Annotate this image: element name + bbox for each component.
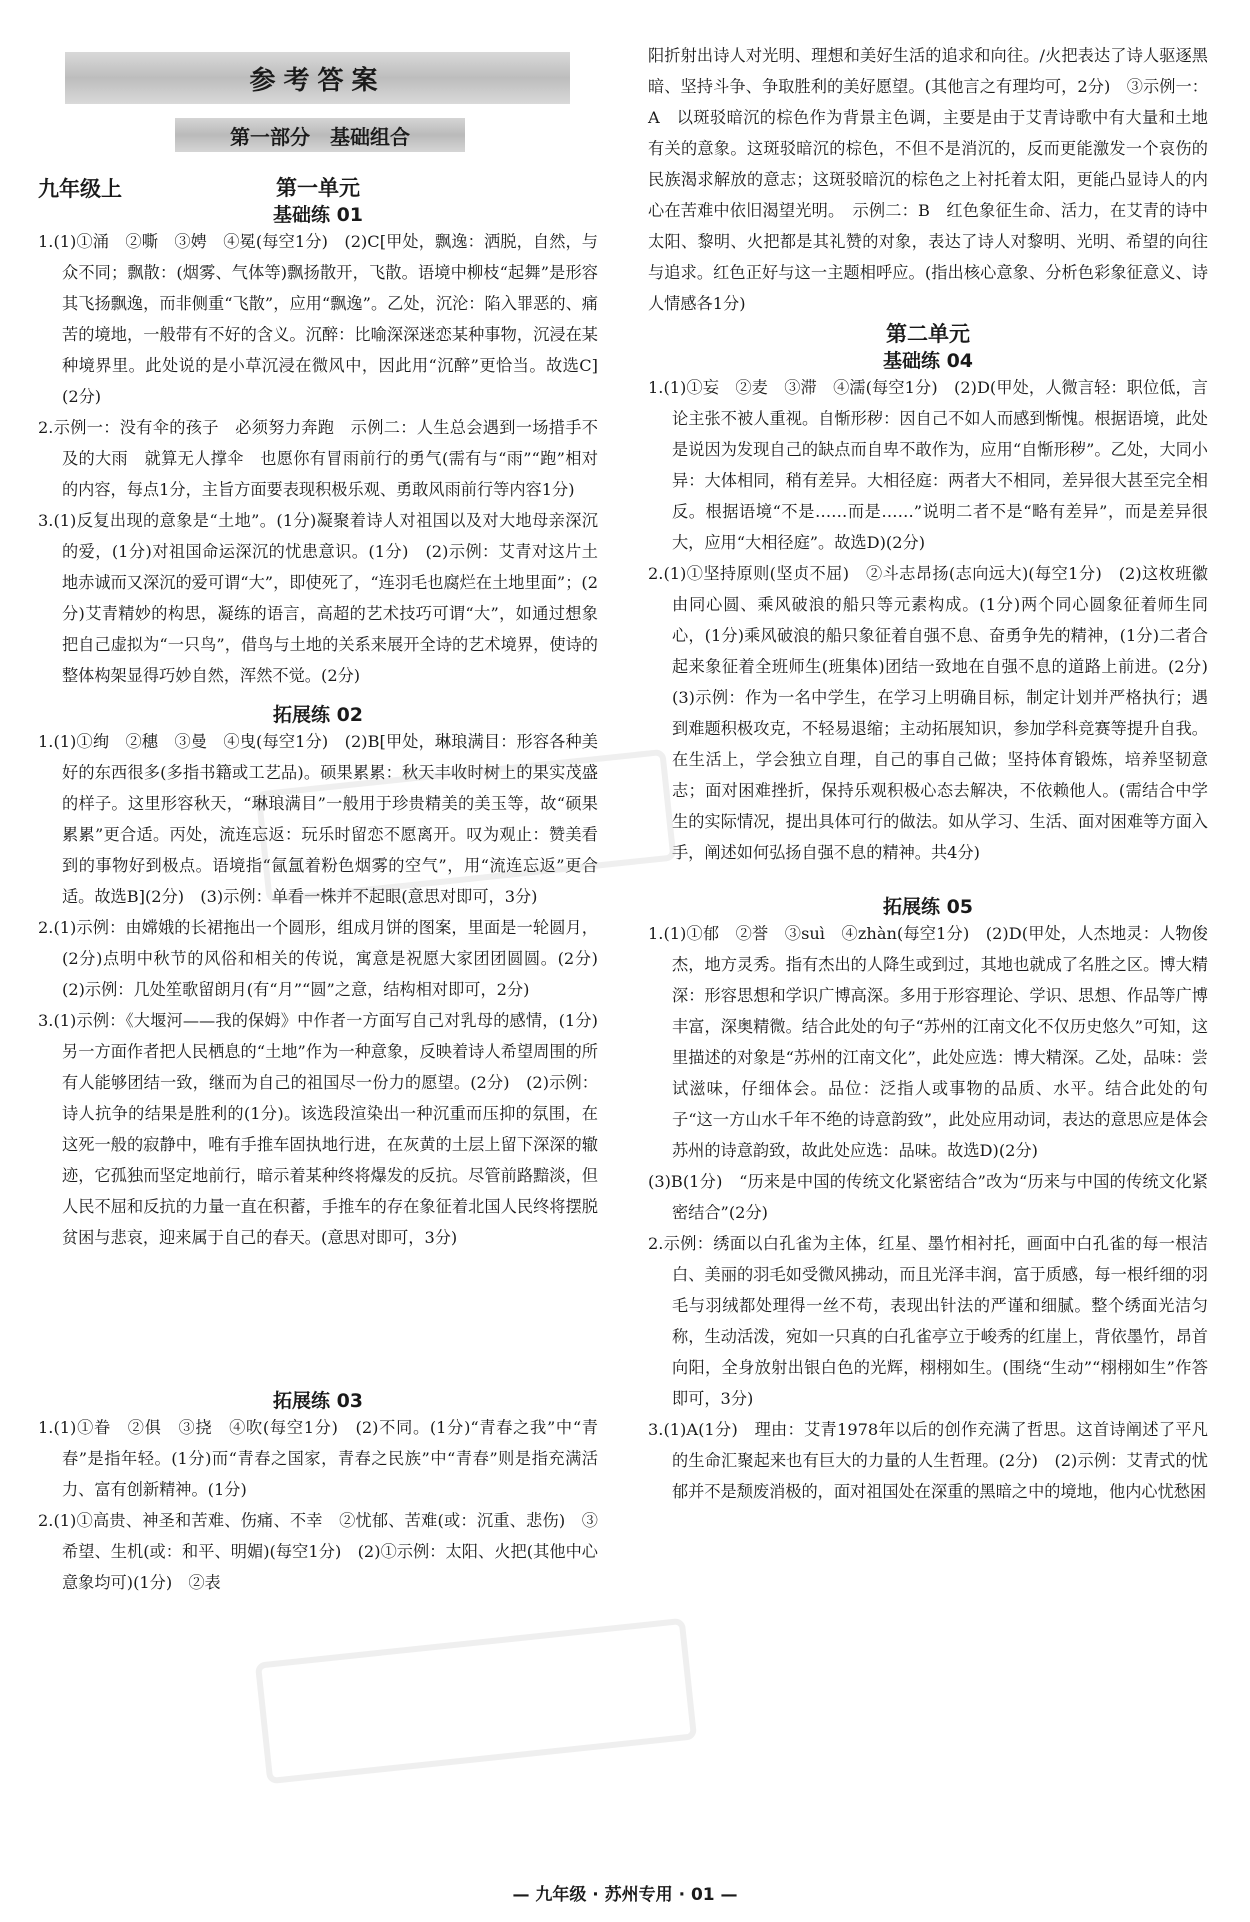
answer-item: 1.(1)①眷 ②俱 ③挠 ④吹(每空1分) (2)不同。(1分)“青春之我”中“青春”是指年轻。(1分)而“青春之国家，青春之民族”中“青春”则是指充满活力、富有创新精神。(1分) (38, 1418, 598, 1499)
continued-answer (648, 40, 1208, 320)
section-basic-01-body (38, 226, 598, 692)
answer-item: 2.(1)①高贵、神圣和苦难、伤痛、不幸 ②忧郁、苦难(或：沉重、悲伤) ③希望、生机(或：和平、明媚)(每空1分) (2)①示例：太阳、火把(其他中心意象均可)(1分) ②表 (38, 1511, 598, 1592)
answer-item: 阳折射出诗人对光明、理想和美好生活的追求和向往。/火把表达了诗人驱逐黑暗、坚持斗争、争取胜利的美好愿望。(其他言之有理均可，2分) ③示例一：A 以斑驳暗沉的棕色作为背景主色调，主要是由于艾青诗歌中有大量和土地有关的意象。这斑驳暗沉的棕色，不但不是消沉的，反而更能激发一个哀伤的民族渴求解放的意志；这斑驳暗沉的棕色之上衬托着太阳，更能凸显诗人的内心在苦难中依旧渴望光明。 示例二：B 红色象征生命、活力，在艾青的诗中太阳、黎明、火把都是其礼赞的对象，表达了诗人对黎明、光明、希望的向往与追求。红色正好与这一主题相呼应。(指出核心意象、分析色彩象征意义、诗人情感各1分) (648, 46, 1208, 313)
page-footer: — 九年级 · 苏州专用 · 01 — (512, 1885, 738, 1905)
section-basic-01: 基础练 01 (272, 204, 364, 226)
section-extend-02: 拓展练 02 (272, 704, 364, 726)
grade-heading: 九年级上 (38, 177, 122, 201)
answer-item: 3.(1)反复出现的意象是“土地”。(1分)凝聚着诗人对祖国以及对大地母亲深沉的爱，(1分)对祖国命运深沉的忧患意识。(1分) (2)示例：艾青对这片土地赤诚而又深沉的爱可谓“大”，即使死了，“连羽毛也腐烂在土地里面”；(2分)艾青精妙的构思，凝练的语言，高超的艺术技巧可谓“大”，如通过想象把自己虚拟为“一只鸟”，借鸟与土地的关系来展开全诗的艺术境界，使诗的整体构架显得巧妙自然，浑然不觉。(2分) (38, 511, 598, 685)
answer-item: 3.(1)A(1分) 理由：艾青1978年以后的创作充满了哲思。这首诗阐述了平凡的生命汇聚起来也有巨大的力量的人生哲理。(2分) (2)示例：艾青式的忧郁并不是颓废消极的，面对祖国处在深重的黑暗之中的境地，他内心忧愁困 (648, 1420, 1208, 1501)
section-basic-04: 基础练 04 (882, 350, 974, 372)
section-extend-05: 拓展练 05 (882, 896, 974, 918)
section-extend-03: 拓展练 03 (272, 1390, 364, 1412)
answer-item: 1.(1)①郁 ②誉 ③suì ④zhàn(每空1分) (2)D(甲处，人杰地灵：人物俊杰，地方灵秀。指有杰出的人降生或到过，其地也就成了名胜之区。博大精深：形容思想和学识广博高深。多用于形容理论、学识、思想、作品等广博丰富，深奥精微。结合此处的句子“苏州的江南文化不仅历史悠久”可知，这里描述的对象是“苏州的江南文化”，此处应选：博大精深。乙处，品味：尝试滋味，仔细体会。品位：泛指人或事物的品质、水平。结合此处的句子“这一方山水千年不绝的诗意韵致”，此处应用动词，表达的意思应是体会苏州的诗意韵致，故此处应选：品味。故选D)(2分) (648, 924, 1208, 1160)
section-extend-05-body (648, 918, 1208, 1880)
answer-item: 1.(1)①妄 ②麦 ③滞 ④濡(每空1分) (2)D(甲处，人微言轻：职位低，言论主张不被人重视。自惭形秽：因自己不如人而感到惭愧。根据语境，此处是说因为发现自己的缺点而自卑不敢作为，应用“自惭形秽”。乙处，大同小异：大体相同，稍有差异。大相径庭：两者大不相同，差异很大甚至完全相反。根据语境“不是……而是……”说明二者不是“略有差异”，而是差异很大，应用“大相径庭”。故选D)(2分) (648, 378, 1208, 552)
answer-item: 1.(1)①绚 ②穗 ③曼 ④曳(每空1分) (2)B[甲处，琳琅满目：形容各种美好的东西很多(多指书籍或工艺品)。硕果累累：秋天丰收时树上的果实茂盛的样子。这里形容秋天，“琳琅满目”一般用于珍贵精美的美玉等，故“硕果累累”更合适。丙处，流连忘返：玩乐时留恋不愿离开。叹为观止：赞美看到的事物好到极点。语境指“氤氲着粉色烟雾的空气”，用“流连忘返”更合适。故选B](2分) (3)示例：单看一株并不起眼(意思对即可，3分) (38, 732, 598, 906)
section-extend-03-body (38, 1412, 598, 1878)
part-heading: 第一部分 基础组合 (175, 118, 465, 152)
answer-item: 1.(1)①涌 ②嘶 ③娉 ④冕(每空1分) (2)C[甲处，飘逸：洒脱，自然，与众不同；飘散：(烟雾、气体等)飘扬散开，飞散。语境中柳枝“起舞”是形容其飞扬飘逸，而非侧重“飞散”，应用“飘逸”。乙处，沉沦：陷入罪恶的、痛苦的境地，一般带有不好的含义。沉醉：比喻深深迷恋某种事物，沉浸在某种境界里。此处说的是小草沉浸在微风中，因此用“沉醉”更恰当。故选C](2分) (38, 232, 598, 406)
answer-item: (3)B(1分) “历来是中国的传统文化紧密结合”改为“历来与中国的传统文化紧密结合”(2分) (648, 1172, 1208, 1222)
section-basic-04-body (648, 372, 1225, 884)
unit-2-heading: 第二单元 (886, 322, 970, 346)
answer-item: 2.示例：绣面以白孔雀为主体，红星、墨竹相衬托，画面中白孔雀的每一根洁白、美丽的羽毛如受微风拂动，而且光泽丰润，富于质感，每一根纤细的羽毛与羽绒都处理得一丝不苟，表现出针法的严谨和细腻。整个绣面光洁匀称，生动活泼，宛如一只真的白孔雀亭立于峻秀的红崖上，背依墨竹，昂首向阳，全身放射出银白色的光辉，栩栩如生。(围绕“生动”“栩栩如生”作答即可，3分) (648, 1234, 1208, 1408)
answer-item: 2.(1)①坚持原则(坚贞不屈) ②斗志昂扬(志向远大)(每空1分) (2)这枚班徽由同心圆、乘风破浪的船只等元素构成。(1分)两个同心圆象征着师生同心，(1分)乘风破浪的船只象征着自强不息、奋勇争先的精神，(1分)二者合起来象征着全班师生(班集体)团结一致地在自强不息的道路上前进。(2分) (3)示例：作为一名中学生，在学习上明确目标，制定计划并严格执行；遇到难题积极攻克，不轻易退缩；主动拓展知识，参加学科竞赛等提升自我。在生活上，学会独立自理，自己的事自己做；坚持体育锻炼，培养坚韧意志；面对困难挫折，保持乐观积极心态去解决，不依赖他人。(需结合中学生的实际情况，提出具体可行的做法。如从学习、生活、面对困难等方面入手，阐述如何弘扬自强不息的精神。共4分) (648, 564, 1225, 862)
answer-item: 2.示例一：没有伞的孩子 必须努力奔跑 示例二：人生总会遇到一场措手不及的大雨 就算无人撑伞 也愿你有冒雨前行的勇气(需有与“雨”“跑”相对的内容，每点1分，主旨方面要表现积极乐观、勇敢风雨前行等内容1分) (38, 418, 598, 499)
answer-item: 3.(1)示例：《大堰河——我的保姆》中作者一方面写自己对乳母的感情，(1分)另一方面作者把人民栖息的“土地”作为一种意象，反映着诗人希望周围的所有人能够团结一致，继而为自己的祖国尽一份力的愿望。(2分) (2)示例：诗人抗争的结果是胜利的(1分)。该选段渲染出一种沉重而压抑的氛围，在这死一般的寂静中，唯有手推车固执地行进，在灰黄的土层上留下深深的辙迹，它孤独而坚定地前行，暗示着某种终将爆发的反抗。尽管前路黯淡，但人民不屈和反抗的力量一直在积蓄，手推车的存在象征着北国人民终将摆脱贫困与悲哀，迎来属于自己的春天。(意思对即可，3分) (38, 1011, 598, 1247)
page-title: 参考答案 (65, 52, 570, 104)
section-extend-02-body (38, 726, 615, 1378)
answer-item: 2.(1)示例：由嫦娥的长裙拖出一个圆形，组成月饼的图案，里面是一轮圆月，(2分)点明中秋节的风俗和相关的传说，寓意是祝愿大家团团圆圆。(2分) (2)示例：几处笙歌留朗月(有“月”“圆”之意，结构相对即可，2分) (38, 918, 615, 999)
unit-1-heading: 第一单元 (276, 176, 360, 200)
